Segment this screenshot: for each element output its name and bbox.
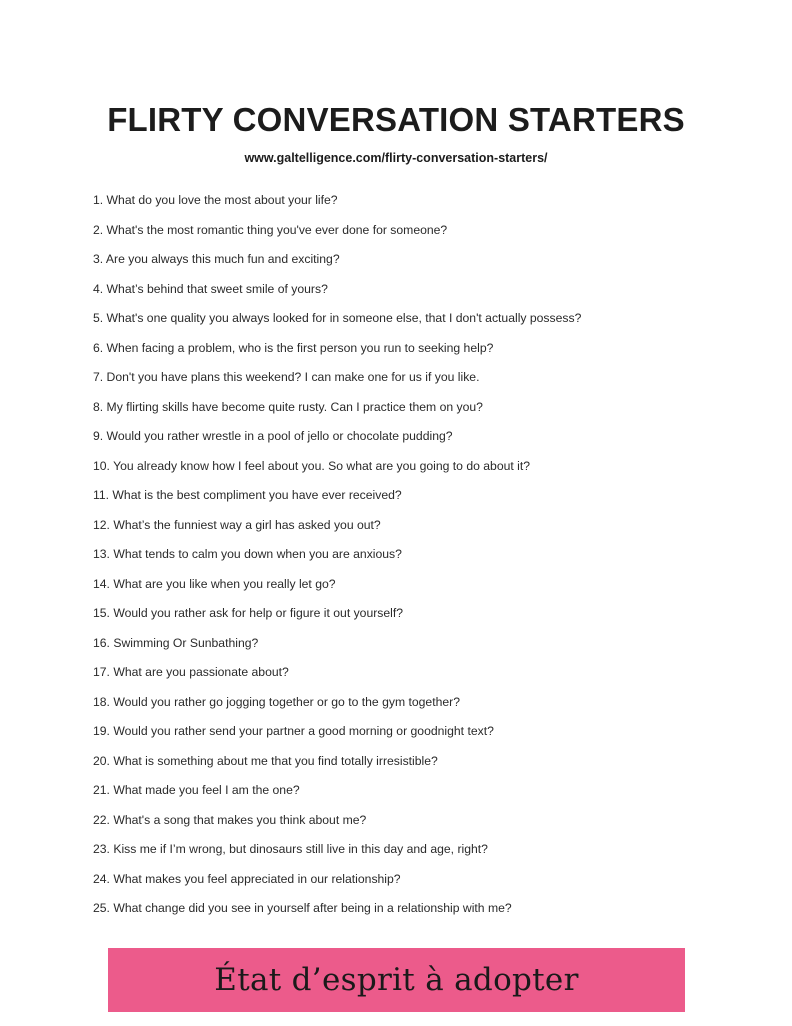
- list-item: 2. What's the most romantic thing you've ever done for someone?: [93, 222, 448, 237]
- list-item: 8. My flirting skills have become quite rusty. Can I practice them on you?: [93, 399, 483, 414]
- source-url: www.galtelligence.com/flirty-conversation-starters/: [244, 151, 548, 165]
- list-item: 24. What makes you feel appreciated in our relationship?: [93, 871, 401, 886]
- list-item: 10. You already know how I feel about you. So what are you going to do about it?: [93, 458, 531, 473]
- list-item: 1. What do you love the most about your life?: [93, 193, 338, 207]
- list-item: 15. Would you rather ask for help or figure it out yourself?: [93, 606, 404, 620]
- list-item: 25. What change did you see in yourself after being in a relationship with me?: [93, 901, 512, 915]
- list-item: 18. Would you rather go jogging together or go to the gym together?: [93, 694, 460, 709]
- list-item: 21. What made you feel I am the one?: [93, 783, 300, 797]
- list-item: 5. What's one quality you always looked for in someone else, that I don't actually possess?: [93, 311, 582, 325]
- list-item: 11. What is the best compliment you have ever received?: [93, 488, 402, 502]
- list-item: 17. What are you passionate about?: [93, 665, 289, 679]
- list-item: 3. Are you always this much fun and exciting?: [93, 252, 340, 266]
- list-item: 22. What's a song that makes you think about me?: [93, 812, 367, 827]
- list-item: 19. Would you rather send your partner a good morning or goodnight text?: [93, 724, 494, 738]
- list-item: 16. Swimming Or Sunbathing?: [93, 635, 259, 650]
- list-item: 4. What’s behind that sweet smile of yours?: [93, 281, 328, 296]
- list-item: 12. What’s the funniest way a girl has asked you out?: [93, 517, 381, 532]
- question-list: [93, 190, 733, 928]
- list-item: 7. Don't you have plans this weekend? I can make one for us if you like.: [93, 370, 480, 384]
- list-item: 14. What are you like when you really let go?: [93, 576, 336, 591]
- list-item: 13. What tends to calm you down when you are anxious?: [93, 547, 402, 561]
- caption-banner: [108, 948, 685, 1012]
- list-item: 23. Kiss me if I’m wrong, but dinosaurs still live in this day and age, right?: [93, 842, 488, 856]
- list-item: 20. What is something about me that you find totally irresistible?: [93, 753, 438, 768]
- list-item: 9. Would you rather wrestle in a pool of jello or chocolate pudding?: [93, 429, 453, 443]
- list-item: 6. When facing a problem, who is the first person you run to seeking help?: [93, 340, 494, 355]
- banner-text: État d’esprit à adopter: [214, 962, 579, 998]
- page-title: FLIRTY CONVERSATION STARTERS: [107, 101, 685, 138]
